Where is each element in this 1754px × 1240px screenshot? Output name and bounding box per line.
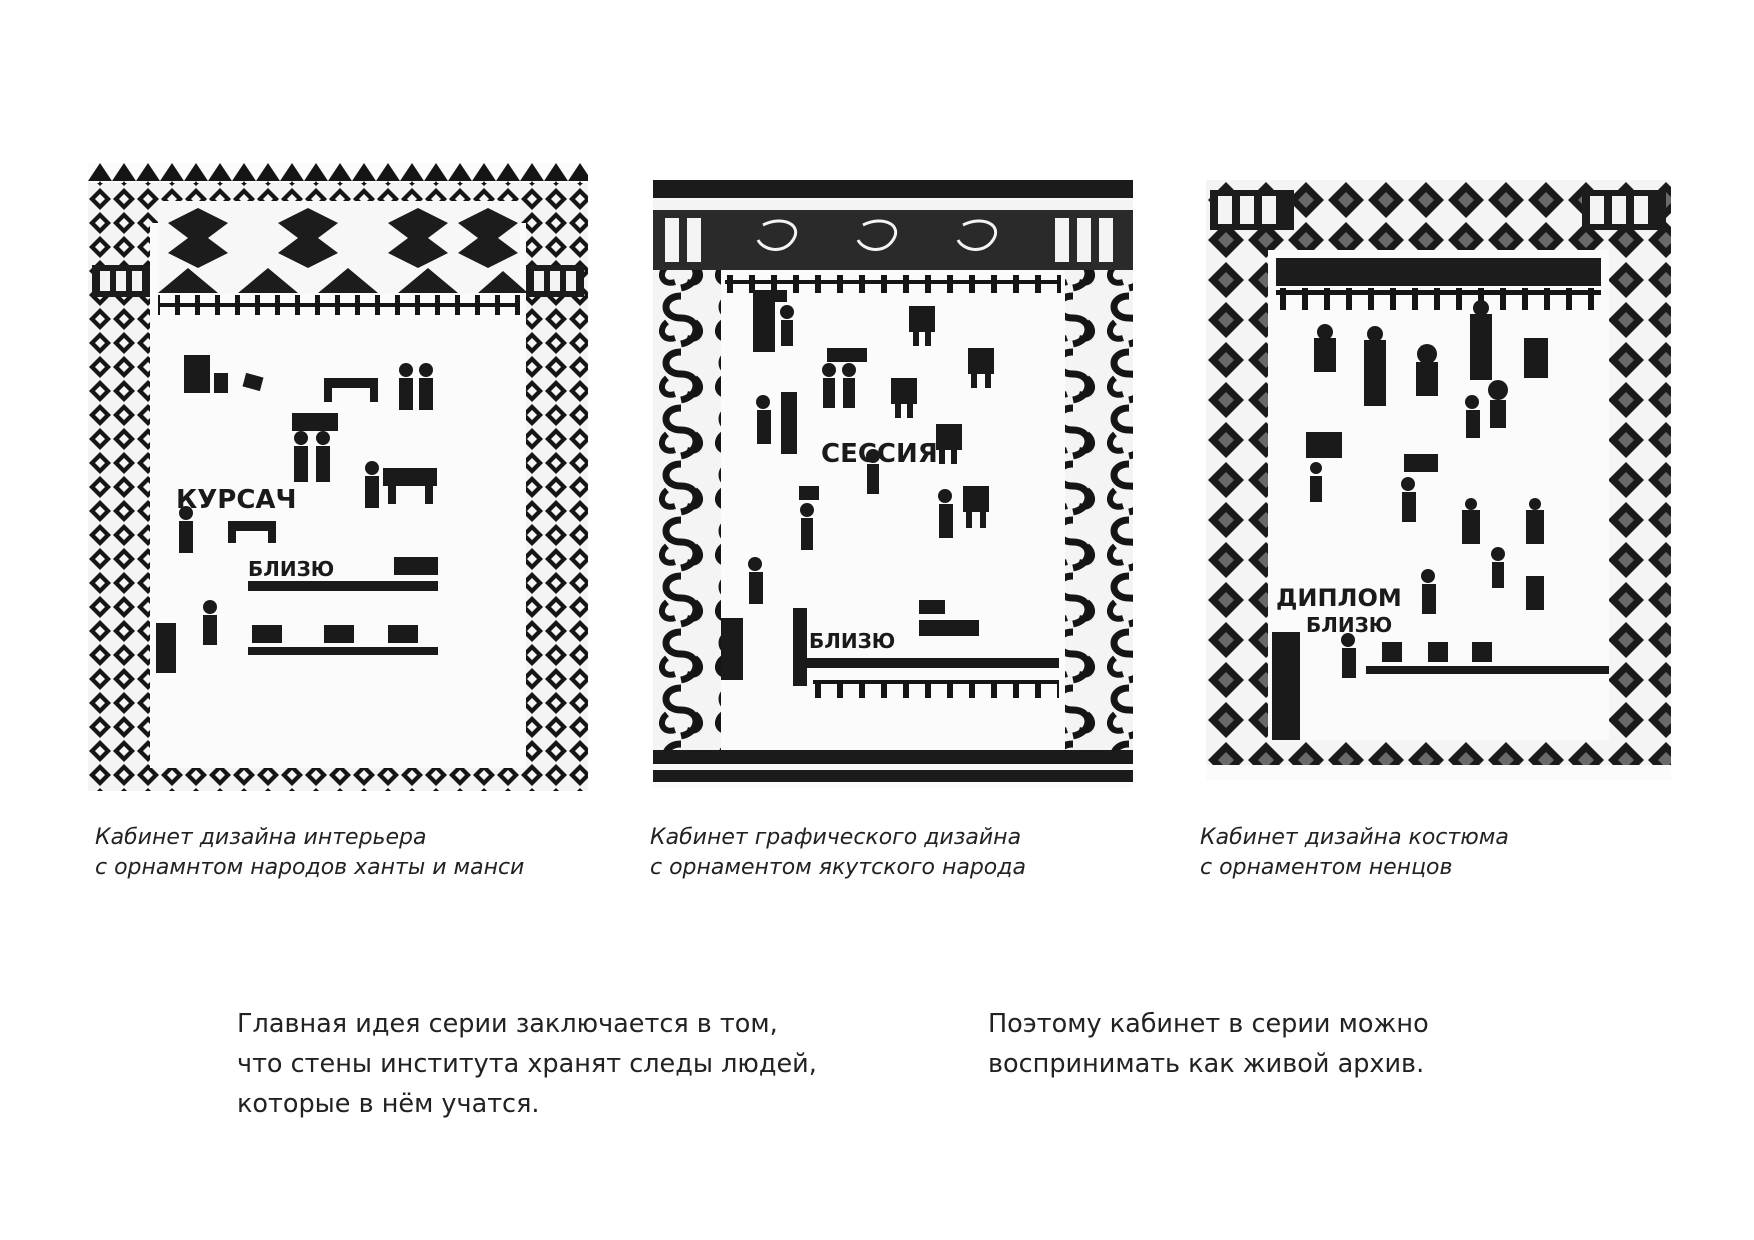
stamp-print-artwork bbox=[653, 180, 1133, 788]
caption-line: с орнаментом ненцов bbox=[1200, 855, 1453, 880]
stamp-word-diplom: ДИПЛОМ bbox=[1276, 584, 1402, 612]
text-line: Главная идея серии заключается в том, bbox=[237, 1009, 778, 1039]
caption-line: Кабинет графического дизайна bbox=[650, 825, 1022, 850]
caption-interior-design bbox=[95, 823, 524, 883]
caption-graphic-design bbox=[650, 823, 1026, 883]
text-line: воспринимать как живой архив. bbox=[988, 1049, 1425, 1079]
print-graphic-design bbox=[653, 180, 1133, 788]
caption-line: с орнаментом якутского народа bbox=[650, 855, 1026, 880]
living-archive-text bbox=[988, 1004, 1429, 1084]
stamp-word-blizyu: БЛИЗЮ bbox=[1306, 613, 1393, 637]
stamp-word-kursach: КУРСАЧ bbox=[176, 485, 297, 515]
stamp-word-sessiya: СЕССИЯ bbox=[821, 439, 938, 469]
caption-costume-design bbox=[1200, 823, 1509, 883]
stamp-word-blizyu: БЛИЗЮ bbox=[809, 629, 896, 653]
print-interior-design bbox=[88, 163, 588, 791]
stamp-word-blizyu: БЛИЗЮ bbox=[248, 557, 335, 581]
text-line: Поэтому кабинет в серии можно bbox=[988, 1009, 1429, 1039]
print-costume-design bbox=[1206, 180, 1671, 780]
stamp-print-artwork bbox=[88, 163, 588, 791]
text-line: которые в нём учатся. bbox=[237, 1089, 540, 1119]
stamp-print-artwork bbox=[1206, 180, 1671, 780]
text-line: что стены института хранят следы людей, bbox=[237, 1049, 817, 1079]
caption-line: Кабинет дизайна костюма bbox=[1200, 825, 1509, 850]
caption-line: с орнамнтом народов ханты и манси bbox=[95, 855, 525, 880]
caption-line: Кабинет дизайна интерьера bbox=[95, 825, 427, 850]
main-idea-text bbox=[237, 1004, 817, 1124]
